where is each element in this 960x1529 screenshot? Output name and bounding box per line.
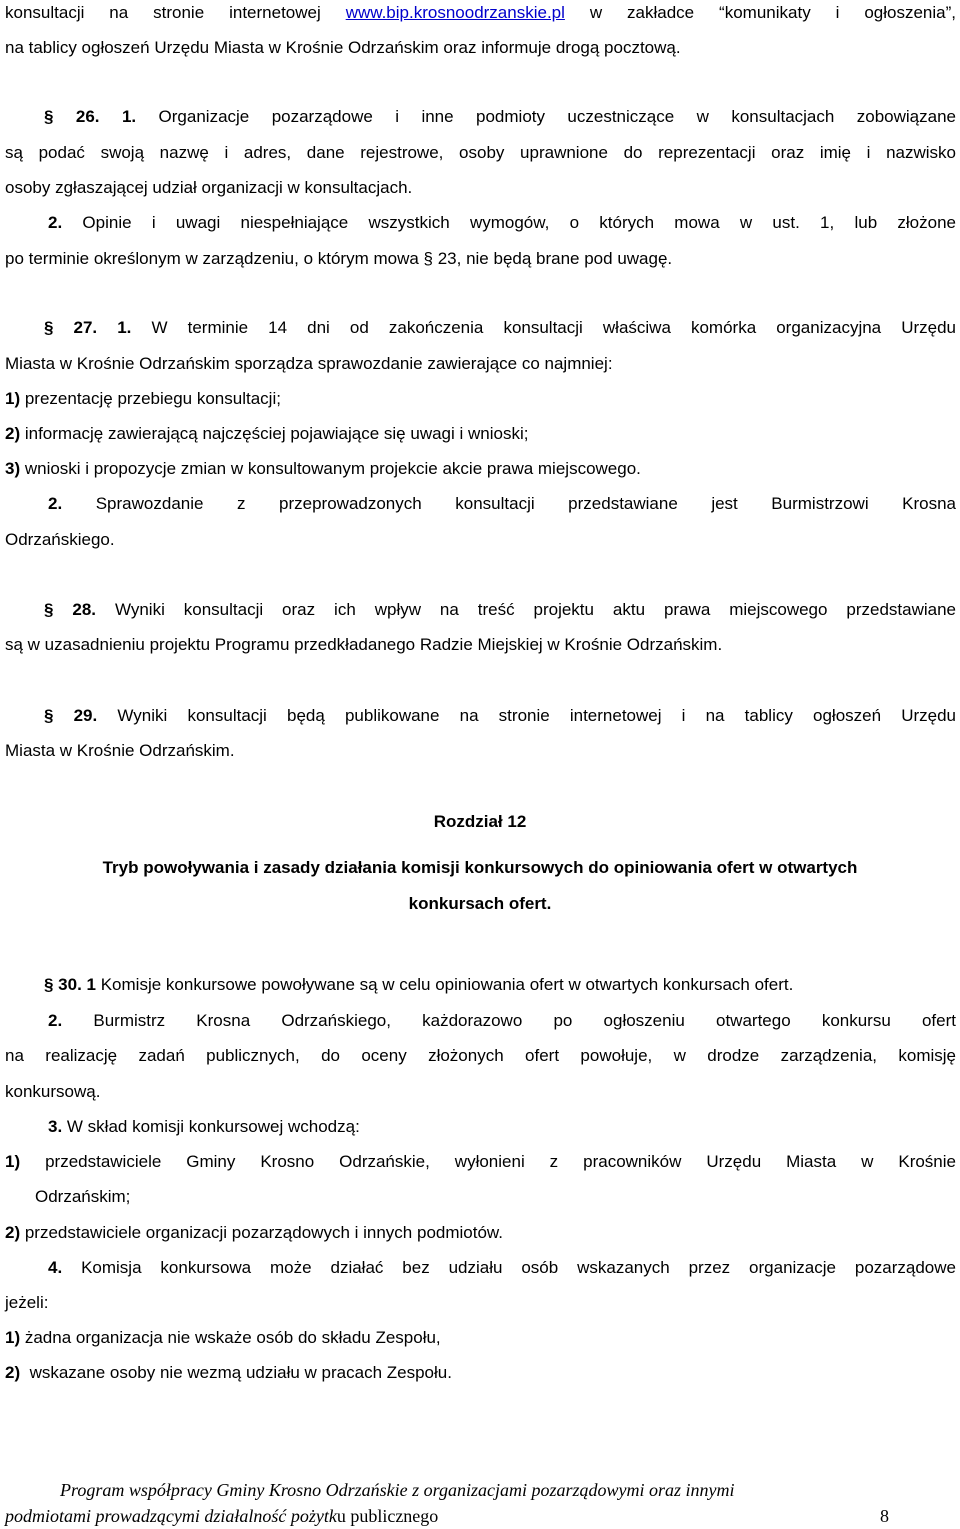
item-text: prezentację przebiegu konsultacji; xyxy=(20,389,281,408)
s26-number: § 26. 1. xyxy=(44,107,137,126)
s28-text: Wyniki konsultacji oraz ich wpływ na treść projektu aktu prawa miejscowego przedstawiane xyxy=(96,600,956,619)
item-number: 3) xyxy=(5,459,21,478)
s30-p4-number: 4. xyxy=(48,1258,63,1277)
s30-p2-line-2: na realizację zadań publicznych, do oceny złożonych ofert powołuje, w drodze zarządzenia, komisję xyxy=(5,1046,956,1065)
item-number: 2) xyxy=(5,424,21,443)
item-number: 2) xyxy=(5,1223,21,1242)
s30-text: Komisje konkursowe powoływane są w celu opiniowania ofert w otwartych konkursach ofert. xyxy=(96,975,794,994)
intro-line-2: na tablicy ogłoszeń Urzędu Miasta w Krośnie Odrzańskim oraz informuje drogą pocztową. xyxy=(5,38,681,57)
s27-p2-line-1 xyxy=(48,493,956,515)
s30-p3-number: 3. xyxy=(48,1117,63,1136)
s27-item-2 xyxy=(5,423,956,445)
s30-p2-line-1 xyxy=(48,1010,956,1032)
item-number: 2) xyxy=(5,1363,21,1382)
s27-p2-line-2: Odrzańskiego. xyxy=(5,530,115,549)
item-text: wskazane osoby nie wezmą udziału w pracach Zespołu. xyxy=(20,1363,452,1382)
item-text: żadna organizacja nie wskaże osób do składu Zespołu, xyxy=(20,1328,441,1347)
s30-line-1 xyxy=(44,974,956,996)
s27-line-1 xyxy=(44,317,956,339)
s27-line-2: Miasta w Krośnie Odrzańskim sporządza sprawozdanie zawierające co najmniej: xyxy=(5,354,613,373)
s30-number: § 30. 1 xyxy=(44,975,96,994)
s26-line-3: osoby zgłaszającej udział organizacji w konsultacjach. xyxy=(5,178,413,197)
s30-p2-number: 2. xyxy=(48,1011,63,1030)
s26-line-1 xyxy=(44,106,956,128)
s29-text: Wyniki konsultacji będą publikowane na stronie internetowej i na tablicy ogłoszeń Urzędu xyxy=(97,706,957,725)
s30-p4-line-1 xyxy=(48,1257,956,1279)
s30-p4-item-2 xyxy=(5,1362,956,1384)
s27-p2-text: Sprawozdanie z przeprowadzonych konsultacji przedstawiane jest Burmistrzowi Krosna xyxy=(62,494,956,513)
s27-item-1 xyxy=(5,388,956,410)
s26-text: Organizacje pozarządowe i inne podmioty uczestniczące w konsultacjach zobowiązane xyxy=(136,107,956,126)
s30-item-1-line-2: Odrzańskim; xyxy=(35,1187,131,1206)
s30-p2-line-3: konkursową. xyxy=(5,1082,101,1101)
chapter-title: Rozdział 12 xyxy=(433,812,527,831)
s27-text: W terminie 14 dni od zakończenia konsultacji właściwa komórka organizacyjna Urzędu xyxy=(131,318,957,337)
s28-number: § 28. xyxy=(44,600,97,619)
s27-item-3 xyxy=(5,458,956,480)
s26-p2-line-1 xyxy=(48,212,956,234)
s27-p2-number: 2. xyxy=(48,494,63,513)
s30-item-1-line-1 xyxy=(5,1151,956,1173)
item-text: informację zawierającą najczęściej pojawiające się uwagi i wnioski; xyxy=(20,424,529,443)
item-number: 1) xyxy=(5,389,21,408)
item-number: 1) xyxy=(5,1328,21,1347)
chapter-subtitle-line-1: Tryb powoływania i zasady działania komisji konkursowych do opiniowania ofert w otwartych xyxy=(102,858,858,877)
s30-p4-item-1 xyxy=(5,1327,956,1349)
s29-line-1 xyxy=(44,705,956,727)
s26-line-2: są podać swoją nazwę i adres, dane rejestrowe, osoby uprawnione do reprezentacji oraz imię i nazwisko xyxy=(5,143,956,162)
chapter-subtitle-line-2: konkursach ofert. xyxy=(408,894,552,913)
s27-number: § 27. 1. xyxy=(44,318,132,337)
bip-link[interactable]: www.bip.krosnoodrzanskie.pl xyxy=(345,3,565,22)
s26-p2-number: 2. xyxy=(48,213,63,232)
s30-p3-text: W skład komisji konkursowej wchodzą: xyxy=(62,1117,360,1136)
s29-number: § 29. xyxy=(44,706,98,725)
item-text: przedstawiciele Gminy Krosno Odrzańskie, wyłonieni z pracowników Urzędu Miasta w Krośnie xyxy=(20,1152,956,1171)
intro-text: konsultacji na stronie internetowej xyxy=(5,3,346,22)
s30-p3-line-1 xyxy=(48,1116,956,1138)
footer-text: podmiotami prowadzącymi działalność pożytk xyxy=(5,1506,337,1526)
footer-text: u publicznego xyxy=(336,1506,439,1526)
intro-text: w zakładce “komunikaty i ogłoszenia”, xyxy=(564,3,956,22)
item-number: 1) xyxy=(5,1152,21,1171)
item-text: wnioski i propozycje zmian w konsultowanym projekcie akcie prawa miejscowego. xyxy=(20,459,641,478)
s29-line-2: Miasta w Krośnie Odrzańskim. xyxy=(5,741,235,760)
s28-line-1 xyxy=(44,599,956,621)
s26-p2-text: Opinie i uwagi niespełniające wszystkich wymogów, o których mowa w ust. 1, lub złożone xyxy=(62,213,956,232)
s28-line-2: są w uzasadnieniu projektu Programu przedkładanego Radzie Miejskiej w Krośnie Odrzańskim. xyxy=(5,635,723,654)
s30-item-2 xyxy=(5,1222,956,1244)
footer-line-2 xyxy=(5,1505,905,1527)
page-number: 8 xyxy=(880,1506,889,1526)
intro-line-1 xyxy=(5,2,956,24)
footer-line-1: Program współpracy Gminy Krosno Odrzańskie z organizacjami pozarządowymi oraz innymi xyxy=(60,1480,735,1500)
s26-p2-line-2: po terminie określonym w zarządzeniu, o którym mowa § 23, nie będą brane pod uwagę. xyxy=(5,249,673,268)
item-text: przedstawiciele organizacji pozarządowych i innych podmiotów. xyxy=(20,1223,503,1242)
s30-p2-text: Burmistrz Krosna Odrzańskiego, każdorazowo po ogłoszeniu otwartego konkursu ofert xyxy=(62,1011,956,1030)
s30-p4-line-2: jeżeli: xyxy=(5,1293,49,1312)
s30-p4-text: Komisja konkursowa może działać bez udziału osób wskazanych przez organizacje pozarządowe xyxy=(62,1258,956,1277)
